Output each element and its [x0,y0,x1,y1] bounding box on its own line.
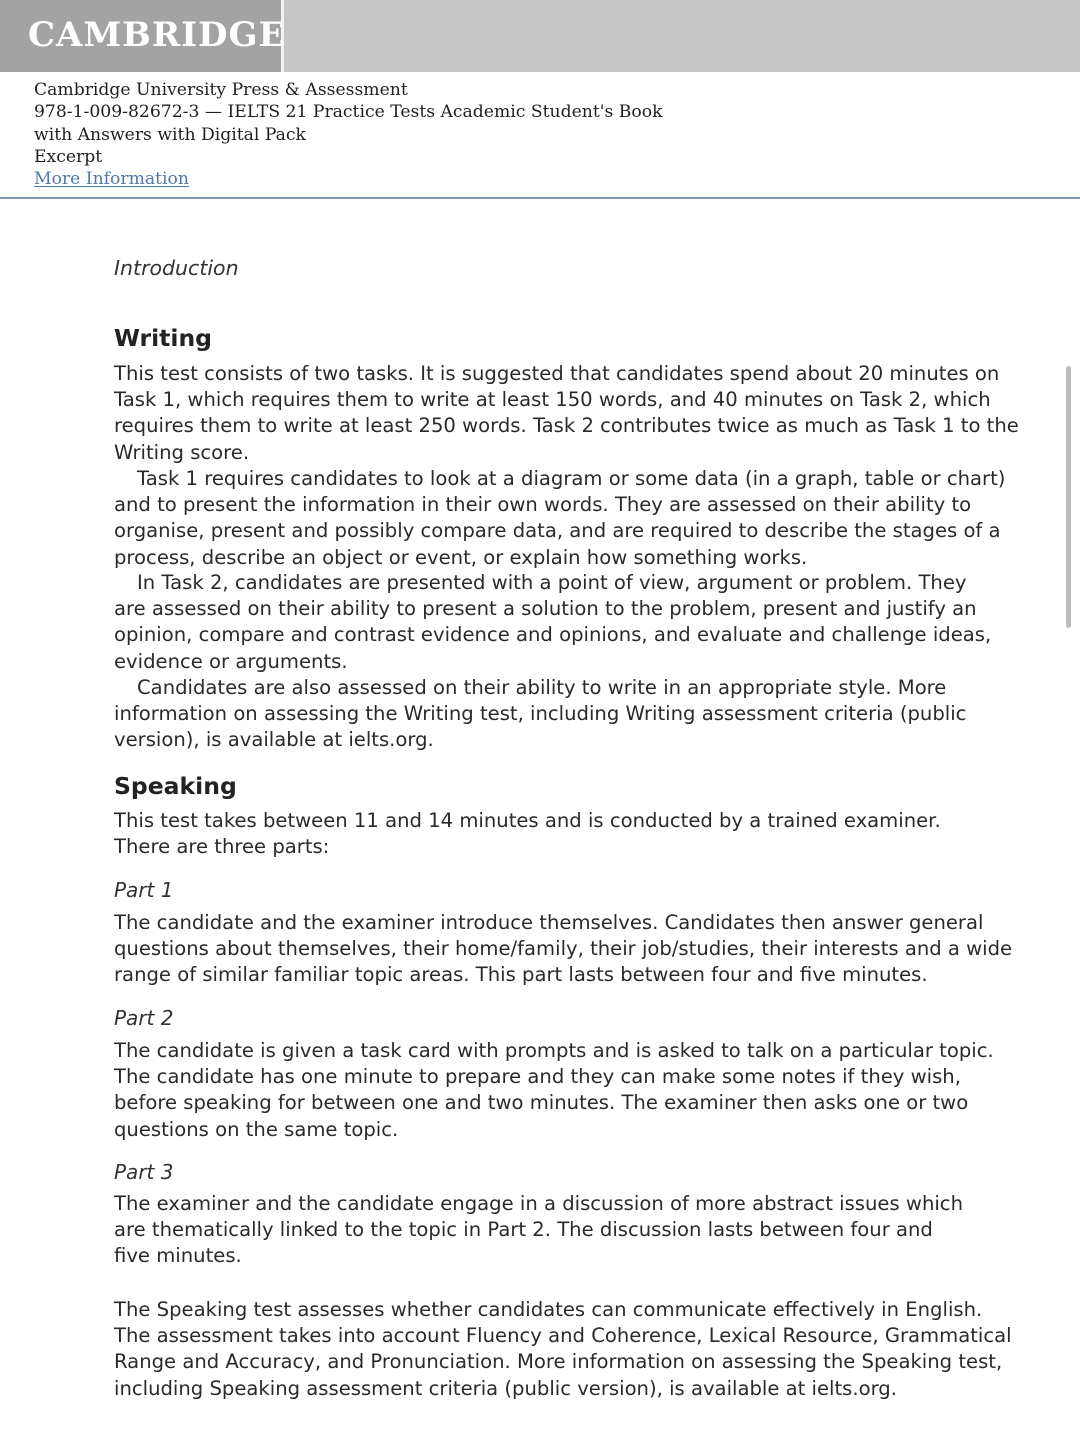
more-information-link[interactable]: More Information [34,169,189,190]
writing-paragraph-4 [114,675,1014,754]
part-1-heading: Part 1 [114,878,174,902]
part-1-paragraph [114,910,1014,989]
text-line: There are three parts: [114,835,330,859]
writing-paragraph-3 [114,570,1014,675]
text-line: are thematically linked to the topic in Part 2. The discussion lasts between four and [114,1218,933,1242]
publisher-name: Cambridge University Press & Assessment [34,80,408,100]
text-line: The assessment takes into account Fluency and Coherence, Lexical Resource, Grammatical [114,1324,1012,1348]
header-banner [0,0,1080,72]
text-line: requires them to write at least 250 words. Task 2 contributes twice as much as Task 1 to the [114,414,1019,438]
text-line: process, describe an object or event, or explain how something works. [114,545,808,569]
text-line: questions on the same topic. [114,1117,399,1141]
book-title-line-1: 978-1-009-82672-3 — IELTS 21 Practice Tests Academic Student's Book [34,102,663,123]
excerpt-label: Excerpt [34,146,103,167]
text-line: evidence or arguments. [114,649,348,673]
speaking-heading: Speaking [114,772,237,800]
text-line: and to present the information in their own words. They are assessed on their ability to [114,493,972,517]
text-line: Range and Accuracy, and Pronunciation. More information on assessing the Speaking test, [114,1350,1003,1374]
text-line: range of similar familiar topic areas. This part lasts between four and five minutes. [114,963,928,987]
text-line: version), is available at ielts.org. [114,728,434,752]
speaking-intro [114,808,1014,860]
text-line: In Task 2, candidates are presented with a point of view, argument or problem. They [137,571,967,594]
text-line: are assessed on their ability to present a solution to the problem, present and justify an [114,597,977,621]
running-head: Introduction [114,256,239,280]
text-line: including Speaking assessment criteria (public version), is available at ielts.org. [114,1376,897,1400]
part-2-paragraph [114,1038,1014,1143]
logo-box [0,0,284,72]
writing-heading: Writing [114,324,212,352]
part-3-paragraph [114,1191,1014,1270]
text-line: Candidates are also assessed on their ability to write in an appropriate style. More [137,676,947,699]
text-line: The candidate has one minute to prepare and they can make some notes if they wish, [114,1065,961,1089]
text-line: Task 1, which requires them to write at least 150 words, and 40 minutes on Task 2, which [114,388,991,412]
text-line: before speaking for between one and two minutes. The examiner then asks one or two [114,1091,969,1115]
speaking-closing-paragraph [114,1297,1014,1402]
text-line: This test consists of two tasks. It is suggested that candidates spend about 20 minutes on [114,362,1000,385]
scrollbar-thumb[interactable] [1066,366,1071,628]
publisher-meta [34,79,934,190]
writing-paragraph-2 [114,466,1014,571]
text-line: questions about themselves, their home/family, their job/studies, their interests and a wide [114,937,1013,961]
text-line: The candidate is given a task card with prompts and is asked to talk on a particular topic. [114,1039,994,1062]
cambridge-logo[interactable]: CAMBRIDGE [28,15,286,55]
text-line: Task 1 requires candidates to look at a diagram or some data (in a graph, table or chart) [137,467,1006,490]
writing-paragraph-1 [114,361,1019,466]
text-line: The candidate and the examiner introduce themselves. Candidates then answer general [114,911,984,934]
text-line: information on assessing the Writing test, including Writing assessment criteria (public [114,702,967,726]
text-line: The examiner and the candidate engage in a discussion of more abstract issues which [114,1192,963,1215]
part-2-heading: Part 2 [114,1006,174,1030]
text-line: five minutes. [114,1244,242,1268]
header-divider [0,197,1080,199]
text-line: The Speaking test assesses whether candidates can communicate effectively in English. [114,1298,983,1321]
text-line: This test takes between 11 and 14 minutes and is conducted by a trained examiner. [114,809,941,832]
text-line: opinion, compare and contrast evidence and opinions, and evaluate and challenge ideas, [114,623,992,647]
text-line: Writing score. [114,440,250,464]
book-title-line-2: with Answers with Digital Pack [34,124,306,145]
text-line: organise, present and possibly compare data, and are required to describe the stages of a [114,519,1001,543]
part-3-heading: Part 3 [114,1160,174,1184]
